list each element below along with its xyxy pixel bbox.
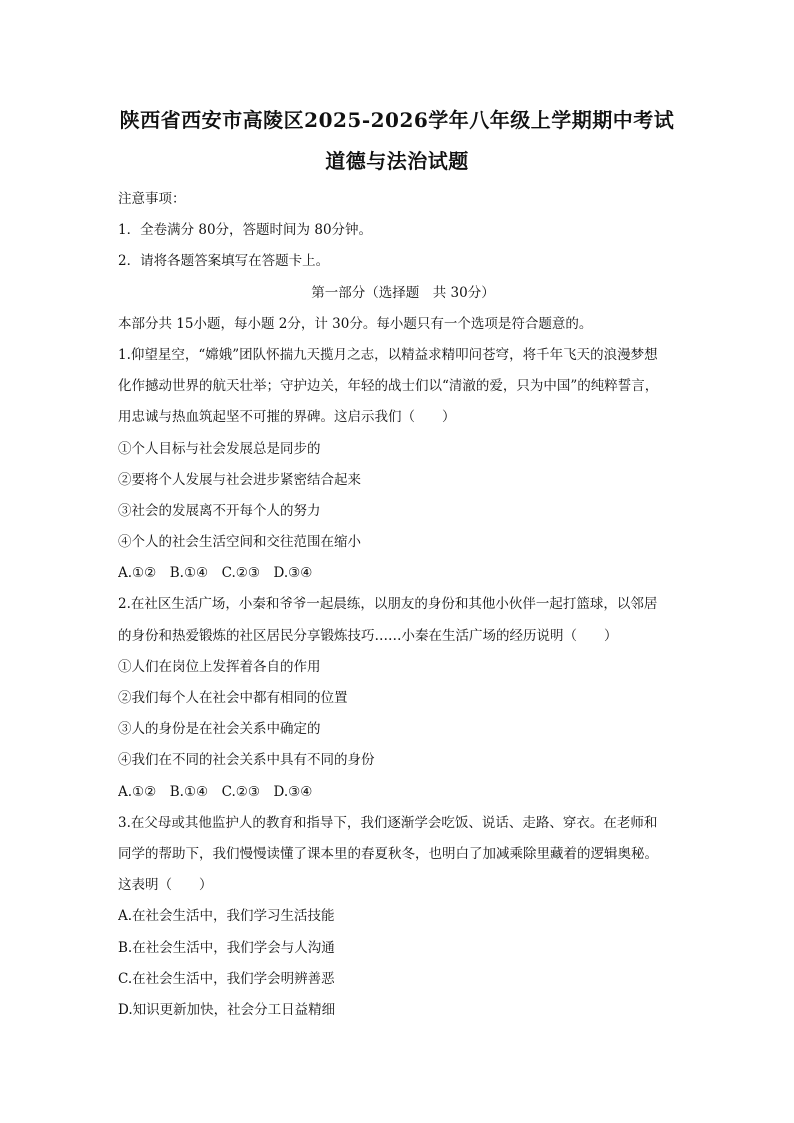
exam-body (118, 184, 688, 1026)
question-choice: B.在社会生活中，我们学会与人沟通 (118, 939, 335, 956)
question-3 (118, 808, 688, 1026)
question-choice: A.在社会生活中，我们学习生活技能 (118, 908, 335, 925)
question-stem-line: 用忠诚与热血筑起坚不可摧的界碑。这启示我们（ ） (118, 409, 456, 426)
section-instruction: 本部分共 15小题，每小题 2分，计 30分。每小题只有一个选项是符合题意的。 (118, 315, 593, 332)
question-choice: C.在社会生活中，我们学会明辨善恶 (118, 970, 335, 987)
question-1 (118, 340, 688, 590)
question-statement: ③社会的发展离不开每个人的努力 (118, 502, 321, 519)
exam-subject-title: 道德与法治试题 (325, 149, 469, 173)
question-stem-line: 1.仰望星空，“嫦娥”团队怀揣九天揽月之志，以精益求精叩问苍穹，将千年飞天的浪漫梦想 (118, 346, 658, 363)
section-heading: 第一部分（选择题 共 30分） (311, 284, 495, 301)
notice-heading: 注意事项： (118, 191, 186, 207)
question-statement: ③人的身份是在社会关系中确定的 (118, 721, 321, 738)
question-statement: ④个人的社会生活空间和交往范围在缩小 (118, 534, 361, 551)
question-stem-line: 这表明（ ） (118, 877, 213, 894)
question-statement: ①人们在岗位上发挥着各自的作用 (118, 658, 321, 675)
question-statement: ②要将个人发展与社会进步紧密结合起来 (118, 471, 361, 488)
notice-item: 2．请将各题答案填写在答题卡上。 (118, 253, 330, 270)
question-stem-line: 的身份和热爱锻炼的社区居民分享锻炼技巧……小秦在生活广场的经历说明（ ） (118, 627, 618, 644)
question-stem-line: 3.在父母或其他监护人的教育和指导下，我们逐渐学会吃饭、说话、走路、穿衣。在老师和 (118, 814, 658, 831)
question-2 (118, 589, 688, 807)
exam-title: 陕西省西安市高陵区2025-2026学年八年级上学期期中考试 (119, 108, 675, 132)
question-options: A.①② B.①④ C.②③ D.③④ (118, 565, 313, 582)
question-stem-line: 化作撼动世界的航天壮举；守护边关，年轻的战士们以“清澈的爱，只为中国”的纯粹誓言， (118, 378, 659, 395)
question-stem-line: 2.在社区生活广场，小秦和爷爷一起晨练，以朋友的身份和其他小伙伴一起打篮球，以邻居 (118, 596, 658, 613)
question-options: A.①② B.①④ C.②③ D.③④ (118, 783, 313, 800)
question-choice: D.知识更新加快，社会分工日益精细 (118, 1001, 336, 1018)
question-statement: ①个人目标与社会发展总是同步的 (118, 440, 321, 457)
question-statement: ④我们在不同的社会关系中具有不同的身份 (118, 752, 375, 769)
question-statement: ②我们每个人在社会中都有相同的位置 (118, 690, 348, 706)
notice-item: 1．全卷满分 80分，答题时间为 80分钟。 (118, 222, 373, 239)
question-stem-line: 同学的帮助下，我们慢慢读懂了课本里的春夏秋冬，也明白了加减乘除里藏着的逻辑奥秘。 (118, 845, 658, 862)
